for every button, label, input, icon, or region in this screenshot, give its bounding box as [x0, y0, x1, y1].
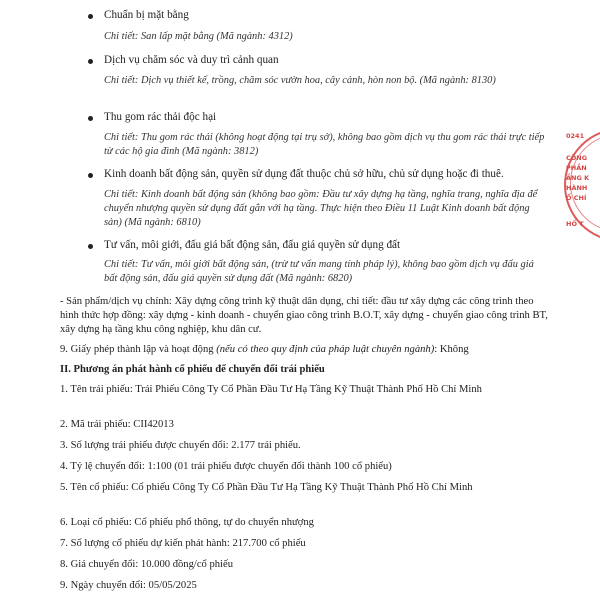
main-products-paragraph: - Sản phẩm/dịch vụ chính: Xây dựng công trình kỹ thuật dân dụng, chi tiết: đầu tư xây dựng các công trình theo hình thức hợp đồng: xây dựng - kinh doanh - chuyển giao công trình B.O.T, xây dựng - chuyển giao công trình BT, xây dựng hạ tầng khu công nghiệp, khu dân cư. [60, 296, 548, 335]
business-line-detail: Chi tiết: Dịch vụ thiết kế, trồng, chăm sóc vườn hoa, cây cảnh, hòn non bộ. (Mã ngành: 8130) [104, 75, 496, 86]
issuance-item: 2. Mã trái phiếu: CII42013 [60, 419, 174, 430]
business-line-detail: Chi tiết: Thu gom rác thải (không hoạt động tại trụ sở), không bao gồm dịch vụ thu gom rác thải trực tiếp từ các hộ gia đình (Mã ngành: 3812) [104, 132, 545, 157]
license-line [60, 343, 555, 357]
seal-text-line: ẦNG K [566, 174, 590, 182]
license-note: (nếu có theo quy định của pháp luật chuyên ngành) [216, 344, 435, 355]
issuance-item: 5. Tên cổ phiếu: Cổ phiếu Công Ty Cổ Phần Đầu Tư Hạ Tầng Kỹ Thuật Thành Phố Hồ Chí Minh [60, 482, 473, 493]
bullet-icon [88, 173, 93, 178]
license-prefix: 9. Giấy phép thành lập và hoạt động [60, 344, 214, 355]
seal-text-line: HỒ T [566, 220, 584, 228]
seal-text-line: PHẦN [566, 164, 587, 172]
bullet-icon [88, 244, 93, 249]
business-line-detail: Chi tiết: Kinh doanh bất động sản (không bao gồm: Đầu tư xây dựng hạ tầng, nghĩa trang, nghĩa địa để chuyển nhượng quyền sử dụng đất gắn với hạ tầng. Thực hiện theo Điều 11 Luật Kinh doanh bất động sản) (Mã ngành: 6810) [104, 189, 538, 228]
business-line-detail: Chi tiết: San lấp mặt bằng (Mã ngành: 4312) [104, 31, 293, 42]
issuance-item: 9. Ngày chuyển đổi: 05/05/2025 [60, 580, 197, 591]
business-line-title: Dịch vụ chăm sóc và duy trì cảnh quan [104, 54, 279, 66]
seal-text-line: HÀNH [566, 184, 588, 192]
seal-text-line: CÔNG [566, 154, 588, 162]
seal-number: 0241 [566, 132, 585, 140]
company-seal [556, 128, 600, 238]
business-line-title: Tư vấn, môi giới, đấu giá bất động sản, đấu giá quyền sử dụng đất [104, 239, 401, 251]
bullet-icon [88, 14, 93, 19]
issuance-item: 1. Tên trái phiếu: Trái Phiếu Công Ty Cổ Phần Đầu Tư Hạ Tầng Kỹ Thuật Thành Phố Hồ Chí Minh [60, 384, 482, 395]
seal-text-line: Ố CHÍ [566, 194, 587, 202]
issuance-item: 8. Giá chuyển đổi: 10.000 đồng/cổ phiếu [60, 559, 234, 570]
bullet-icon [88, 59, 93, 64]
issuance-item: 3. Số lượng trái phiếu được chuyển đổi: 2.177 trái phiếu. [60, 440, 301, 451]
business-line-title: Thu gom rác thải độc hại [104, 111, 217, 123]
business-line-title: Kinh doanh bất động sản, quyền sử dụng đất thuộc chủ sở hữu, chủ sử dụng hoặc đi thuê. [104, 168, 504, 180]
business-line-title: Chuẩn bị mặt bằng [104, 9, 189, 21]
issuance-item: 6. Loại cổ phiếu: Cổ phiếu phổ thông, tự do chuyển nhượng [60, 517, 314, 528]
license-value: : Không [434, 344, 469, 355]
business-line-detail: Chi tiết: Tư vấn, môi giới bất động sản, (trừ tư vấn mang tính pháp lý), không bao gồm dịch vụ đấu giá bất động sản, đấu giá quyền sử dụng đất (Mã ngành: 6820) [104, 259, 534, 284]
section-heading: II. Phương án phát hành cổ phiếu để chuyển đổi trái phiếu [60, 364, 325, 375]
bullet-icon [88, 116, 93, 121]
issuance-item: 7. Số lượng cổ phiếu dự kiến phát hành: 217.700 cổ phiếu [60, 538, 306, 549]
issuance-item: 4. Tỷ lệ chuyển đổi: 1:100 (01 trái phiếu được chuyển đổi thành 100 cổ phiếu) [60, 461, 392, 472]
